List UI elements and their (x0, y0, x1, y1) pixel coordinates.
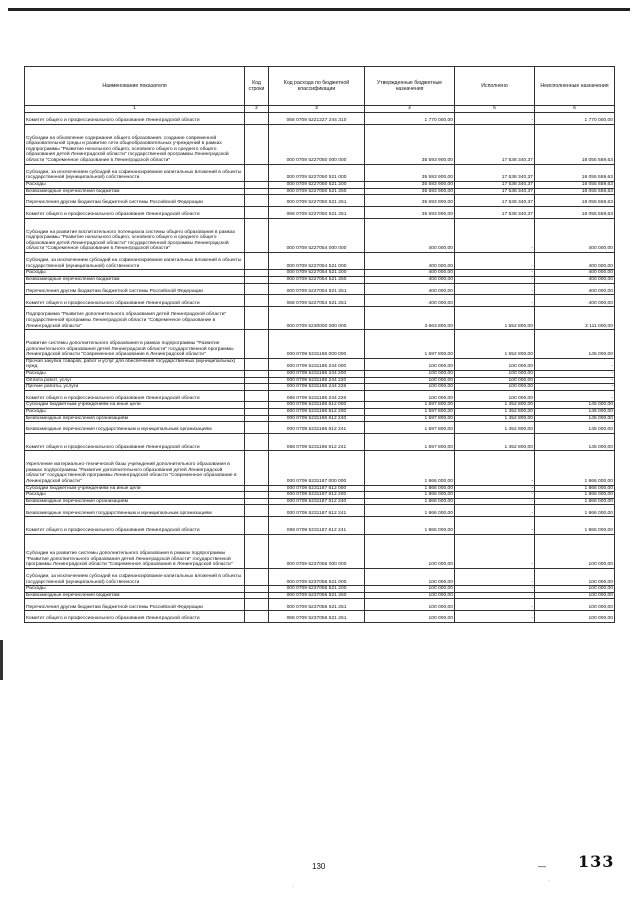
row-unexecuted: 145 000,00 (535, 415, 615, 422)
row-unexecuted: 100 000,00 (535, 592, 615, 599)
row-unexecuted: 18 055 559,63 (535, 206, 615, 218)
row-approved: 1 866 000,00 (365, 451, 455, 485)
table-row (25, 307, 615, 330)
row-expense-code: 000 0709 5227050 521 200 (269, 181, 365, 188)
row-line-code (245, 206, 269, 218)
row-approved: 400 000,00 (365, 218, 455, 252)
row-approved: 100 000,00 (365, 599, 455, 611)
row-expense-code: 000 0709 5231186 244 220 (269, 377, 365, 384)
row-name: Комитет общего и профессионального образования Ленинградской области (25, 206, 245, 218)
table-row (25, 492, 615, 499)
row-line-code (245, 611, 269, 623)
row-unexecuted: 145 000,00 (535, 434, 615, 451)
table-row (25, 164, 615, 181)
table-row (25, 409, 615, 416)
row-unexecuted: 145 000,00 (535, 422, 615, 434)
row-line-code (245, 113, 269, 125)
table-row (25, 599, 615, 611)
row-executed: - (455, 592, 535, 599)
scan-edge-mark (0, 640, 3, 680)
row-expense-code: 000 0709 5227054 521 000 (269, 252, 365, 269)
header-indicator-name: Наименование показателя (25, 67, 245, 106)
row-expense-code: 000 0709 5237056 000 000 (269, 534, 365, 568)
row-executed: - (455, 451, 535, 485)
row-expense-code: 000 0709 5231186 244 000 (269, 358, 365, 370)
row-executed: 1 452 800,00 (455, 402, 535, 409)
row-expense-code: 000 0709 5231187 612 000 (269, 485, 365, 492)
row-executed: - (455, 295, 535, 307)
row-executed: - (455, 568, 535, 585)
row-executed: 1 452 800,00 (455, 422, 535, 434)
table-row (25, 505, 615, 517)
table-row (25, 485, 615, 492)
row-expense-code: 000 0709 5231187 612 241 (269, 505, 365, 517)
row-line-code (245, 276, 269, 283)
table-row (25, 534, 615, 568)
row-line-code (245, 330, 269, 359)
row-name: Субсидии на обновление содержания общего образования, создание современной образовательной среды и развитие сети общеобразовательных учреждений в рамках подпрограммы "Развитие начального общего, основного общего и среднего общего образования детей Ленинградской области" государственной программы Ленинградской области "Современное образование в Ленинградской области" (25, 124, 245, 164)
row-executed: 1 452 800,00 (455, 409, 535, 416)
page-number: 130 (312, 862, 326, 871)
row-unexecuted: 100 000,00 (535, 568, 615, 585)
row-executed: 100 000,00 (455, 384, 535, 391)
row-line-code (245, 498, 269, 505)
row-unexecuted: 400 000,00 (535, 270, 615, 277)
row-name: Оплата работ, услуг (25, 377, 245, 384)
row-name: Безвозмездные перечисления организациям (25, 498, 245, 505)
row-line-code (245, 492, 269, 499)
column-number: 3 (269, 106, 365, 113)
row-name: Безвозмездные перечисления бюджетам (25, 592, 245, 599)
scan-speck: · (292, 884, 294, 890)
row-unexecuted: 2 111 000,00 (535, 307, 615, 330)
row-approved: 100 000,00 (365, 586, 455, 593)
top-rule (8, 8, 630, 11)
column-number: 6 (535, 106, 615, 113)
row-line-code (245, 195, 269, 207)
row-line-code (245, 283, 269, 295)
column-number-row (25, 106, 615, 113)
row-unexecuted: 145 000,00 (535, 409, 615, 416)
row-line-code (245, 188, 269, 195)
row-executed: - (455, 498, 535, 505)
row-approved: 1 866 000,00 (365, 517, 455, 534)
row-approved: 100 000,00 (365, 390, 455, 402)
row-line-code (245, 415, 269, 422)
table-row (25, 415, 615, 422)
row-unexecuted: - (535, 377, 615, 384)
row-approved: 100 000,00 (365, 611, 455, 623)
row-name: Перечисления другим бюджетам бюджетной системы Российской Федерации (25, 599, 245, 611)
row-approved: 35 593 900,00 (365, 164, 455, 181)
row-expense-code: 000 0709 5227054 521 250 (269, 276, 365, 283)
row-unexecuted: - (535, 358, 615, 370)
row-expense-code: 000 0709 5230000 000 000 (269, 307, 365, 330)
column-number: 2 (245, 106, 269, 113)
row-executed: 100 000,00 (455, 370, 535, 377)
row-unexecuted: 1 866 000,00 (535, 498, 615, 505)
row-unexecuted: 100 000,00 (535, 599, 615, 611)
row-executed: - (455, 270, 535, 277)
row-unexecuted: 1 866 000,00 (535, 451, 615, 485)
table-row (25, 283, 615, 295)
row-expense-code: 000 0709 5231186 244 226 (269, 384, 365, 391)
row-name: Перечисления другим бюджетам бюджетной системы Российской Федерации (25, 195, 245, 207)
row-expense-code: 000 0709 5231186 000 000 (269, 330, 365, 359)
row-name: Прочая закупка товаров, работ и услуг для обеспечения государственных (муниципальных) нужд (25, 358, 245, 370)
row-expense-code: 000 0709 5237056 521 200 (269, 586, 365, 593)
row-name: Субсидии, за исключением субсидий на софинансирование капитальных вложений в объекты государственной (муниципальной) собственности (25, 568, 245, 585)
row-expense-code: 068 0709 5227050 521 251 (269, 206, 365, 218)
row-line-code (245, 402, 269, 409)
row-expense-code: 000 0709 5231187 612 240 (269, 498, 365, 505)
row-unexecuted: 400 000,00 (535, 252, 615, 269)
row-name: Расходы (25, 270, 245, 277)
row-name: Комитет общего и профессионального образования Ленинградской области (25, 517, 245, 534)
row-unexecuted: 1 866 000,00 (535, 485, 615, 492)
table-row (25, 188, 615, 195)
row-executed: - (455, 599, 535, 611)
row-approved: 100 000,00 (365, 592, 455, 599)
row-name: Комитет общего и профессионального образования Ленинградской области (25, 295, 245, 307)
table-row (25, 330, 615, 359)
row-executed: - (455, 517, 535, 534)
column-number: 5 (455, 106, 535, 113)
table-row (25, 124, 615, 164)
row-name: Безвозмездные перечисления государственным и муниципальным организациям (25, 505, 245, 517)
row-expense-code: 068 0709 5231187 612 241 (269, 517, 365, 534)
row-unexecuted: 100 000,00 (535, 586, 615, 593)
row-name: Комитет общего и профессионального образования Ленинградской области (25, 390, 245, 402)
row-executed: 1 552 800,00 (455, 307, 535, 330)
row-unexecuted: - (535, 390, 615, 402)
row-name: Перечисления другим бюджетам бюджетной системы Российской Федерации (25, 283, 245, 295)
row-line-code (245, 164, 269, 181)
row-name: Развитие системы дополнительного образования в рамках подпрограммы "Развитие дополнительного образования детей Ленинградской области" государственной программы Ленинградской области "Современное образование в Ленинградской области" (25, 330, 245, 359)
row-line-code (245, 252, 269, 269)
row-expense-code: 000 0709 5231187 612 200 (269, 492, 365, 499)
row-line-code (245, 370, 269, 377)
table-row (25, 498, 615, 505)
row-expense-code: 068 0709 5227054 521 251 (269, 295, 365, 307)
row-line-code (245, 599, 269, 611)
table-row (25, 384, 615, 391)
row-unexecuted: - (535, 384, 615, 391)
row-approved: 1 597 800,00 (365, 402, 455, 409)
row-executed: 100 000,00 (455, 390, 535, 402)
table-row (25, 370, 615, 377)
header-line-code: Код строки (245, 67, 269, 106)
row-approved: 400 000,00 (365, 252, 455, 269)
row-name: Расходы (25, 370, 245, 377)
table-row (25, 611, 615, 623)
row-approved: 35 593 900,00 (365, 206, 455, 218)
row-line-code (245, 434, 269, 451)
table-row (25, 358, 615, 370)
row-unexecuted: 400 000,00 (535, 295, 615, 307)
row-expense-code: 068 0709 5231186 612 241 (269, 434, 365, 451)
row-name: Безвозмездные перечисления государственным и муниципальным организациям (25, 422, 245, 434)
table-row (25, 377, 615, 384)
row-approved: 35 593 900,00 (365, 188, 455, 195)
row-executed: 1 452 800,00 (455, 415, 535, 422)
row-executed: - (455, 611, 535, 623)
row-unexecuted: 145 000,00 (535, 402, 615, 409)
row-unexecuted: 1 866 000,00 (535, 492, 615, 499)
row-expense-code: 068 0709 5231186 244 226 (269, 390, 365, 402)
row-executed: 17 538 340,37 (455, 195, 535, 207)
row-unexecuted: - (535, 370, 615, 377)
row-approved: 100 000,00 (365, 377, 455, 384)
row-line-code (245, 358, 269, 370)
row-unexecuted: 18 055 559,63 (535, 181, 615, 188)
row-unexecuted: 18 055 559,63 (535, 195, 615, 207)
row-line-code (245, 270, 269, 277)
row-executed: - (455, 113, 535, 125)
row-expense-code: 000 0709 5231187 000 000 (269, 451, 365, 485)
row-expense-code: 000 0709 5227054 521 200 (269, 270, 365, 277)
row-line-code (245, 124, 269, 164)
row-approved: 1 597 800,00 (365, 415, 455, 422)
row-name: Безвозмездные перечисления бюджетам (25, 188, 245, 195)
row-approved: 100 000,00 (365, 384, 455, 391)
row-unexecuted: 18 055 559,63 (535, 124, 615, 164)
row-name: Прочие работы, услуги (25, 384, 245, 391)
table-row (25, 434, 615, 451)
row-name: Субсидии, за исключением субсидий на софинансирование капитальных вложений в объекты государственной (муниципальной) собственности (25, 252, 245, 269)
row-unexecuted: 100 000,00 (535, 611, 615, 623)
row-approved: 1 866 000,00 (365, 498, 455, 505)
row-line-code (245, 390, 269, 402)
row-line-code (245, 586, 269, 593)
row-unexecuted: 400 000,00 (535, 218, 615, 252)
row-executed: 1 552 800,00 (455, 330, 535, 359)
row-approved: 1 597 800,00 (365, 409, 455, 416)
column-number: 4 (365, 106, 455, 113)
header-approved: Утвержденные бюджетные назначения (365, 67, 455, 106)
row-name: Расходы (25, 181, 245, 188)
row-approved: 35 593 900,00 (365, 124, 455, 164)
row-approved: 1 866 000,00 (365, 505, 455, 517)
row-unexecuted: 1 866 000,00 (535, 505, 615, 517)
row-unexecuted: 400 000,00 (535, 283, 615, 295)
row-expense-code: 000 0709 5237056 521 000 (269, 568, 365, 585)
row-expense-code: 000 0709 5231186 244 200 (269, 370, 365, 377)
row-approved: 1 866 000,00 (365, 492, 455, 499)
row-executed: 17 538 340,37 (455, 206, 535, 218)
row-line-code (245, 505, 269, 517)
row-approved: 1 697 800,00 (365, 330, 455, 359)
row-unexecuted: 1 770 000,00 (535, 113, 615, 125)
row-line-code (245, 517, 269, 534)
table-row (25, 402, 615, 409)
table-row (25, 276, 615, 283)
row-name: Расходы (25, 409, 245, 416)
row-executed: 17 538 340,37 (455, 124, 535, 164)
row-approved: 400 000,00 (365, 283, 455, 295)
row-executed: 100 000,00 (455, 358, 535, 370)
row-executed: - (455, 492, 535, 499)
row-approved: 400 000,00 (365, 295, 455, 307)
row-line-code (245, 409, 269, 416)
row-name: Субсидии на развитие воспитательного потенциала системы общего образования в рамках подпрограммы "Развитие начального общего, основного общего и среднего общего образования детей Ленинградской области" государственной программы Ленинградской области "Современное образование в Ленинградской области" (25, 218, 245, 252)
row-executed: 17 538 340,37 (455, 164, 535, 181)
header-expense-code: Код расхода по бюджетной классификации (269, 67, 365, 106)
row-expense-code: 000 0709 5227050 000 000 (269, 124, 365, 164)
table-row (25, 586, 615, 593)
row-approved: 100 000,00 (365, 358, 455, 370)
row-line-code (245, 534, 269, 568)
row-name: Расходы (25, 492, 245, 499)
row-expense-code: 000 0709 5237056 521 251 (269, 599, 365, 611)
column-number: 1 (25, 106, 245, 113)
table-row (25, 592, 615, 599)
table-row (25, 451, 615, 485)
budget-execution-table (24, 66, 615, 623)
row-unexecuted: 18 055 559,63 (535, 188, 615, 195)
row-name: Комитет общего и профессионального образования Ленинградской области (25, 611, 245, 623)
table-row (25, 390, 615, 402)
row-expense-code: 000 0709 5237056 521 250 (269, 592, 365, 599)
row-executed: 100 000,00 (455, 377, 535, 384)
row-approved: 1 866 000,00 (365, 485, 455, 492)
sheet-number-stamp: 133 (578, 852, 615, 871)
row-expense-code: 000 0709 5227050 521 250 (269, 188, 365, 195)
header-row (25, 67, 615, 106)
row-approved: 1 597 800,00 (365, 434, 455, 451)
row-name: Укрепление материально-технической базы учреждений дополнительного образования в рамках подпрограммы "Развитие дополнительного образования детей Ленинградской области" государственной программы Ленинградской области "Современное образование в Ленинградской области" (25, 451, 245, 485)
row-line-code (245, 568, 269, 585)
row-executed: - (455, 534, 535, 568)
row-line-code (245, 295, 269, 307)
row-executed: - (455, 505, 535, 517)
row-executed: - (455, 586, 535, 593)
row-line-code (245, 218, 269, 252)
header-executed: Исполнено (455, 67, 535, 106)
table-row (25, 195, 615, 207)
row-expense-code: 000 0709 5231186 612 241 (269, 422, 365, 434)
row-expense-code: 000 0709 5231186 612 000 (269, 402, 365, 409)
row-expense-code: 000 0709 5227054 521 251 (269, 283, 365, 295)
row-approved: 1 597 800,00 (365, 422, 455, 434)
row-line-code (245, 307, 269, 330)
row-name: Субсидии, за исключением субсидий на софинансирование капитальных вложений в объекты государственной (муниципальной) собственности (25, 164, 245, 181)
row-executed: 1 452 800,00 (455, 434, 535, 451)
row-executed: 17 538 340,37 (455, 188, 535, 195)
table-body (25, 113, 615, 623)
row-expense-code: 000 0709 5227054 000 000 (269, 218, 365, 252)
row-approved: 35 593 900,00 (365, 195, 455, 207)
table-row (25, 422, 615, 434)
row-approved: 400 000,00 (365, 270, 455, 277)
row-unexecuted: 1 866 000,00 (535, 517, 615, 534)
row-name: Субсидии на развитие системы дополнительного образования в рамках подпрограммы "Развитие дополнительного образования детей Ленинградской области" государственной программы Ленинградской области "Современное образование в Ленинградской области" (25, 534, 245, 568)
row-expense-code: 068 0709 5221227 244 310 (269, 113, 365, 125)
row-name: Подпрограмма "Развитие дополнительного образования детей Ленинградской области" государственной программы Ленинградской области "Современное образование в Ленинградской области" (25, 307, 245, 330)
row-expense-code: 000 0709 5227050 521 000 (269, 164, 365, 181)
row-line-code (245, 592, 269, 599)
row-executed: 17 538 340,37 (455, 181, 535, 188)
table-row (25, 113, 615, 125)
row-executed: - (455, 252, 535, 269)
row-approved: 100 000,00 (365, 370, 455, 377)
table-row (25, 218, 615, 252)
table-row (25, 517, 615, 534)
row-name: Безвозмездные перечисления организациям (25, 415, 245, 422)
row-unexecuted: 18 055 559,63 (535, 164, 615, 181)
row-line-code (245, 384, 269, 391)
row-name: Субсидии бюджетным учреждениям на иные цели (25, 402, 245, 409)
row-approved: 100 000,00 (365, 568, 455, 585)
row-expense-code: 068 0709 5237056 521 251 (269, 611, 365, 623)
row-approved: 35 593 900,00 (365, 181, 455, 188)
row-line-code (245, 181, 269, 188)
row-name: Комитет общего и профессионального образования Ленинградской области (25, 434, 245, 451)
scan-speck: · (548, 878, 550, 884)
row-line-code (245, 377, 269, 384)
table-row (25, 295, 615, 307)
row-executed: - (455, 276, 535, 283)
table-row (25, 270, 615, 277)
row-line-code (245, 485, 269, 492)
row-expense-code: 000 0709 5231186 612 240 (269, 415, 365, 422)
row-executed: - (455, 485, 535, 492)
table-row (25, 181, 615, 188)
row-line-code (245, 422, 269, 434)
table-row (25, 568, 615, 585)
row-name: Расходы (25, 586, 245, 593)
row-approved: 3 663 800,00 (365, 307, 455, 330)
row-executed: - (455, 283, 535, 295)
row-approved: 100 000,00 (365, 534, 455, 568)
header-unexecuted: Неисполненные назначения (535, 67, 615, 106)
row-executed: - (455, 218, 535, 252)
row-unexecuted: 400 000,00 (535, 276, 615, 283)
row-expense-code: 000 0709 5227050 521 251 (269, 195, 365, 207)
row-line-code (245, 451, 269, 485)
budget-table-container (24, 66, 614, 623)
table-row (25, 252, 615, 269)
row-unexecuted: 145 000,00 (535, 330, 615, 359)
row-name: Безвозмездные перечисления бюджетам (25, 276, 245, 283)
row-approved: 400 000,00 (365, 276, 455, 283)
row-expense-code: 000 0709 5231186 612 200 (269, 409, 365, 416)
row-name: Комитет общего и профессионального образования Ленинградской области (25, 113, 245, 125)
table-row (25, 206, 615, 218)
footer-dash: — (538, 862, 546, 871)
row-name: Субсидии бюджетным учреждениям на иные цели (25, 485, 245, 492)
row-approved: 1 770 000,00 (365, 113, 455, 125)
row-unexecuted: 100 000,00 (535, 534, 615, 568)
